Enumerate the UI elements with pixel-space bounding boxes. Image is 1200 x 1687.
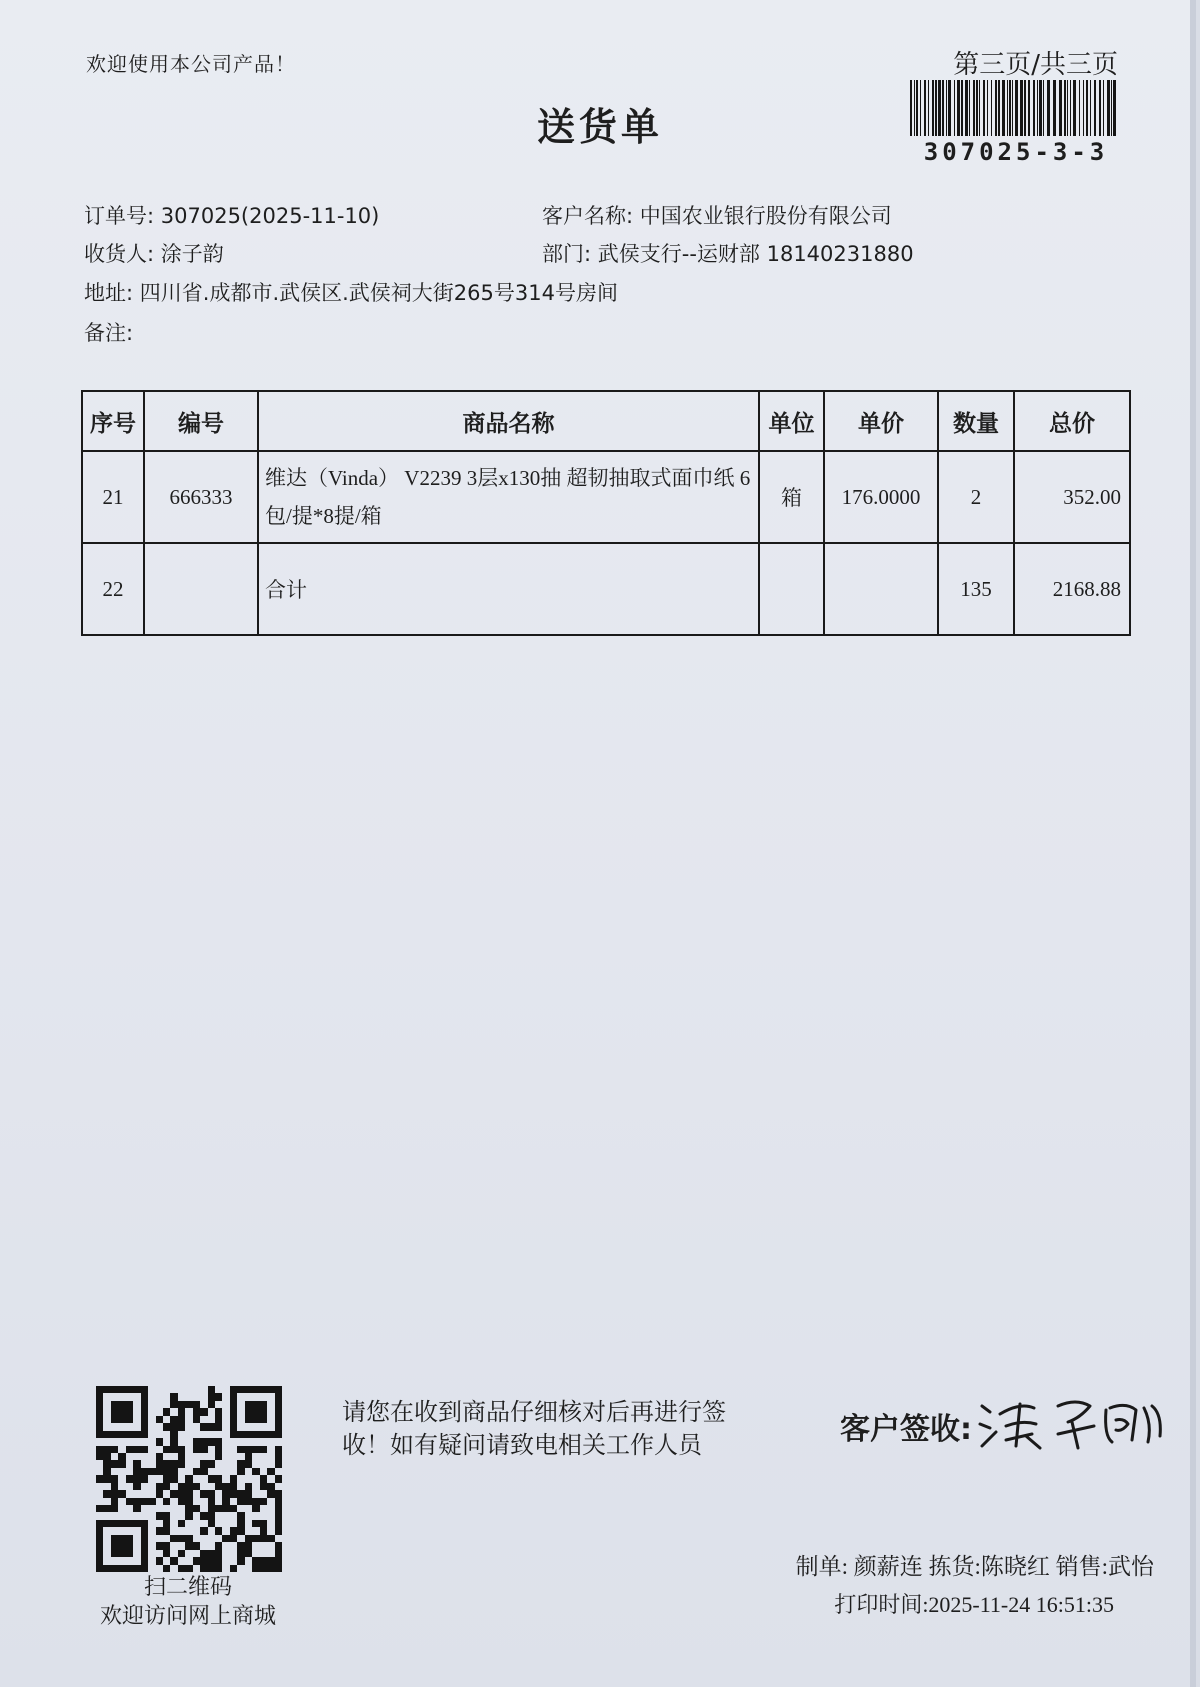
qr-caption-mall: 欢迎访问网上商城 (99, 1603, 276, 1628)
header-code: 编号 (144, 391, 258, 451)
address-field (84, 277, 618, 307)
cell-seq: 22 (82, 543, 144, 635)
order-number-value: 307025(2025-11-10) (160, 204, 380, 228)
header-total: 总价 (1014, 391, 1130, 451)
cell-unit-price: 176.0000 (824, 451, 938, 543)
barcode-number: 307025-3-3 (923, 138, 1109, 166)
cell-unit (759, 543, 824, 635)
customer-sign-label: 客户签收: (840, 1412, 972, 1447)
cell-summary-label: 合计 (258, 543, 759, 635)
header-unit-price: 单价 (824, 391, 938, 451)
department-value: 武侯支行--运财部 18140231880 (597, 242, 914, 266)
qr-caption-scan: 扫二维码 (143, 1574, 232, 1599)
receiver-label: 收货人: (84, 242, 155, 266)
cell-product-name: 维达（Vinda） V2239 3层x130抽 超韧抽取式面巾纸 6包/提*8提/箱 (258, 451, 759, 543)
items-table (81, 390, 1131, 636)
welcome-text: 欢迎使用本公司产品！ (86, 52, 296, 76)
cell-total: 2168.88 (1014, 543, 1130, 635)
cell-seq: 21 (82, 451, 144, 543)
print-time: 打印时间:2025-11-24 16:51:35 (834, 1592, 1114, 1617)
cell-code: 666333 (144, 451, 258, 543)
paper-edge (1190, 0, 1196, 1687)
header-quantity: 数量 (938, 391, 1014, 451)
customer-field (542, 200, 892, 230)
receiver-value: 涂子韵 (160, 242, 224, 266)
table-row (82, 451, 1130, 543)
customer-label: 客户名称: (542, 204, 634, 228)
header-seq: 序号 (82, 391, 144, 451)
order-number-field (84, 200, 379, 230)
table-header-row (82, 391, 1130, 451)
barcode-icon (910, 80, 1120, 136)
header-unit: 单位 (759, 391, 824, 451)
receiver-field (84, 238, 224, 268)
cell-total: 352.00 (1014, 451, 1130, 543)
receipt-notice: 请您在收到商品仔细核对后再进行签收！如有疑问请致电相关工作人员 (342, 1398, 726, 1459)
page-indicator: 第三页/共三页 (953, 50, 1118, 80)
customer-value: 中国农业银行股份有限公司 (639, 204, 892, 228)
qr-code-icon (96, 1386, 282, 1572)
table-row-summary (82, 543, 1130, 635)
remark-label: 备注: (84, 321, 134, 345)
cell-quantity: 135 (938, 543, 1014, 635)
cell-code (144, 543, 258, 635)
department-field (542, 238, 914, 268)
address-value: 四川省.成都市.武侯区.武侯祠大街265号314号房间 (139, 281, 618, 305)
staff-info: 制单: 颜薪连 拣货:陈晓红 销售:武怡 (795, 1554, 1154, 1579)
address-label: 地址: (84, 281, 134, 305)
cell-quantity: 2 (938, 451, 1014, 543)
department-label: 部门: (542, 242, 592, 266)
document-title: 送货单 (536, 105, 663, 149)
customer-signature (976, 1384, 1166, 1454)
cell-unit-price (824, 543, 938, 635)
cell-unit: 箱 (759, 451, 824, 543)
remark-field (84, 317, 133, 347)
order-number-label: 订单号: (84, 204, 155, 228)
header-product-name: 商品名称 (258, 391, 759, 451)
